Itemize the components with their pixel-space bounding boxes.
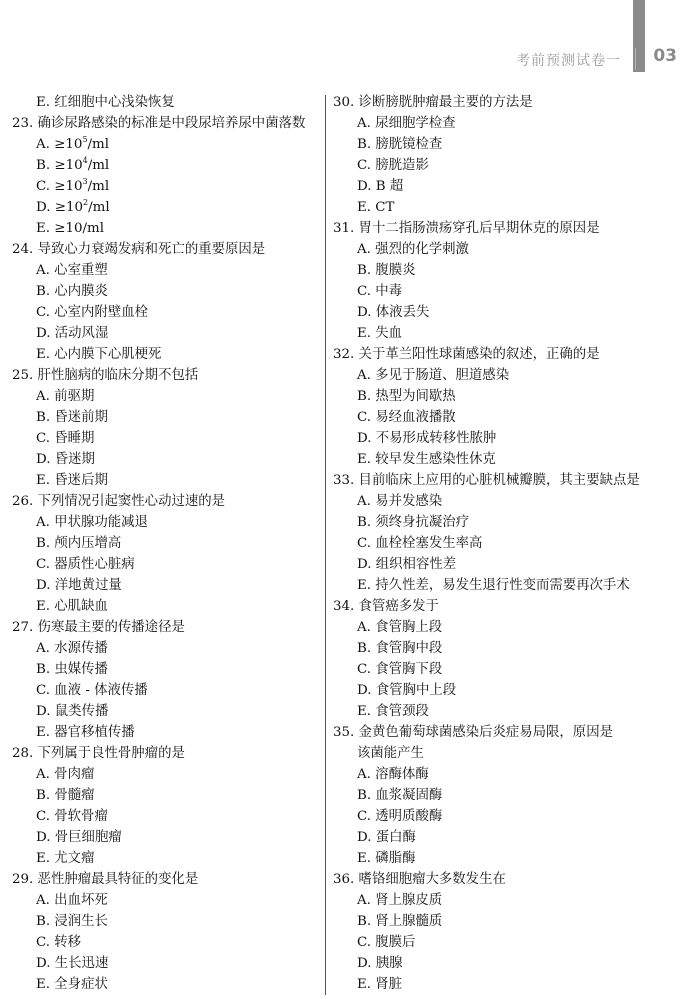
unit: /ml: [87, 179, 110, 194]
page-number: 03: [653, 46, 677, 66]
header-divider: [635, 48, 636, 70]
answer-option: D. 骨巨细胞瘤: [36, 830, 122, 845]
answer-option: D. 鼠类传播: [36, 704, 109, 719]
answer-option: B. 虫媒传播: [36, 662, 108, 677]
answer-option: D. B 超: [357, 179, 404, 194]
answer-option: C. 易经血液播散: [357, 410, 456, 425]
answer-option: D. 胰腺: [357, 956, 403, 971]
option-text: C. ≥10: [36, 179, 83, 194]
exponent: 4: [82, 156, 88, 165]
answer-option: C. 器质性心脏病: [36, 557, 135, 572]
answer-option: E. 器官移植传播: [36, 725, 135, 740]
answer-option: [12, 155, 319, 176]
answer-option: E. 红细胞中心浅染恢复: [36, 95, 175, 110]
answer-option: C. 昏睡期: [36, 431, 95, 446]
answer-option: A. 多见于肠道、胆道感染: [357, 368, 510, 383]
answer-option: D. 活动风湿: [36, 326, 109, 341]
answer-option: E. 食管颈段: [357, 704, 429, 719]
answer-option: E. 持久性差，易发生退行性变而需要再次手术: [357, 578, 630, 593]
answer-option: A. 溶酶体酶: [357, 767, 429, 782]
answer-option: C. 透明质酸酶: [357, 809, 443, 824]
answer-option: C. 腹膜后: [357, 935, 416, 950]
answer-option: E. ≥10/ml: [36, 221, 105, 236]
exponent: 5: [82, 135, 88, 144]
question-stem: 32. 关于革兰阳性球菌感染的叙述，正确的是: [333, 347, 600, 362]
answer-option: [12, 176, 319, 197]
question-stem: 24. 导致心力衰竭发病和死亡的重要原因是: [12, 242, 266, 257]
answer-option: C. 食管胸下段: [357, 662, 443, 677]
answer-option: [12, 197, 319, 218]
answer-option: B. 血浆凝固酶: [357, 788, 443, 803]
answer-option: E. 心内膜下心肌梗死: [36, 347, 162, 362]
question-stem: 28. 下列属于良性骨肿瘤的是: [12, 746, 185, 761]
answer-option: E. 肾脏: [357, 977, 403, 992]
answer-option: C. 血液 - 体液传播: [36, 683, 148, 698]
answer-option: B. 骨髓瘤: [36, 788, 95, 803]
question-stem: 31. 胃十二指肠溃疡穿孔后早期休克的原因是: [333, 221, 600, 236]
answer-option: B. 颅内压增高: [36, 536, 122, 551]
answer-option: C. 骨软骨瘤: [36, 809, 108, 824]
answer-option: E. 心肌缺血: [36, 599, 108, 614]
answer-option: C. 中毒: [357, 284, 403, 299]
answer-option: A. 肾上腺皮质: [357, 893, 443, 908]
question-stem: 36. 嗜铬细胞瘤大多数发生在: [333, 872, 506, 887]
question-stem: 23. 确诊尿路感染的标准是中段尿培养尿中菌落数: [12, 116, 306, 131]
answer-option: A. 骨肉瘤: [36, 767, 95, 782]
answer-option: B. 腹膜炎: [357, 263, 416, 278]
answer-option: B. 心内膜炎: [36, 284, 108, 299]
answer-option: [12, 134, 319, 155]
answer-option: B. 食管胸中段: [357, 641, 443, 656]
right-column: [333, 92, 671, 995]
answer-option: D. 食管胸中上段: [357, 683, 457, 698]
option-text: D. ≥10: [36, 200, 84, 215]
answer-option: A. 尿细胞学检查: [357, 116, 456, 131]
column-divider: [325, 95, 326, 995]
question-stem-continued: 该菌能产生: [357, 746, 424, 761]
exponent: 2: [83, 198, 89, 207]
answer-option: C. 转移: [36, 935, 82, 950]
answer-option: B. 须终身抗凝治疗: [357, 515, 470, 530]
question-stem: 33. 目前临床上应用的心脏机械瓣膜，其主要缺点是: [333, 473, 640, 488]
answer-option: E. 失血: [357, 326, 403, 341]
answer-option: B. 热型为间歇热: [357, 389, 456, 404]
answer-option: E. CT: [357, 200, 395, 215]
unit: /ml: [88, 200, 110, 215]
question-stem: 27. 伤寒最主要的传播途径是: [12, 620, 185, 635]
answer-option: B. 浸润生长: [36, 914, 108, 929]
question-stem: 25. 肝性脑病的临床分期不包括: [12, 368, 199, 383]
answer-option: E. 全身症状: [36, 977, 108, 992]
answer-option: D. 生长迅速: [36, 956, 109, 971]
answer-option: A. 甲状腺功能减退: [36, 515, 148, 530]
question-stem: 35. 金黄色葡萄球菌感染后炎症易局限，原因是: [333, 725, 613, 740]
answer-option: D. 体液丢失: [357, 305, 430, 320]
question-stem: 29. 恶性肿瘤最具特征的变化是: [12, 872, 199, 887]
unit: /ml: [87, 158, 110, 173]
answer-option: D. 不易形成转移性脓肿: [357, 431, 497, 446]
answer-option: A. 心室重塑: [36, 263, 108, 278]
answer-option: D. 蛋白酶: [357, 830, 416, 845]
answer-option: A. 前驱期: [36, 389, 95, 404]
answer-option: D. 昏迷期: [36, 452, 95, 467]
answer-option: C. 膀胱造影: [357, 158, 429, 173]
left-column: [12, 92, 319, 995]
question-stem: 30. 诊断膀胱肿瘤最主要的方法是: [333, 95, 533, 110]
page-header: [0, 0, 683, 80]
exponent: 3: [82, 177, 88, 186]
answer-option: E. 磷脂酶: [357, 851, 416, 866]
answer-option: A. 水源传播: [36, 641, 108, 656]
question-stem: 34. 食管癌多发于: [333, 599, 439, 614]
answer-option: D. 组织相容性差: [357, 557, 457, 572]
answer-option: E. 较早发生感染性休克: [357, 452, 496, 467]
answer-option: A. 强烈的化学刺激: [357, 242, 469, 257]
answer-option: E. 尤文瘤: [36, 851, 95, 866]
answer-option: A. 出血坏死: [36, 893, 108, 908]
answer-option: B. 膀胱镜检查: [357, 137, 443, 152]
answer-option: A. 食管胸上段: [357, 620, 443, 635]
answer-option: D. 洋地黄过量: [36, 578, 122, 593]
option-text: B. ≥10: [36, 158, 83, 173]
option-text: A. ≥10: [36, 137, 83, 152]
unit: /ml: [87, 137, 110, 152]
header-title: 考前预测试卷一: [516, 53, 621, 69]
answer-option: C. 心室内附壁血栓: [36, 305, 149, 320]
answer-option: E. 昏迷后期: [36, 473, 108, 488]
question-stem: 26. 下列情况引起窦性心动过速的是: [12, 494, 226, 509]
answer-option: B. 昏迷前期: [36, 410, 108, 425]
answer-option: C. 血栓栓塞发生率高: [357, 536, 483, 551]
answer-option: A. 易并发感染: [357, 494, 443, 509]
answer-option: B. 肾上腺髓质: [357, 914, 443, 929]
